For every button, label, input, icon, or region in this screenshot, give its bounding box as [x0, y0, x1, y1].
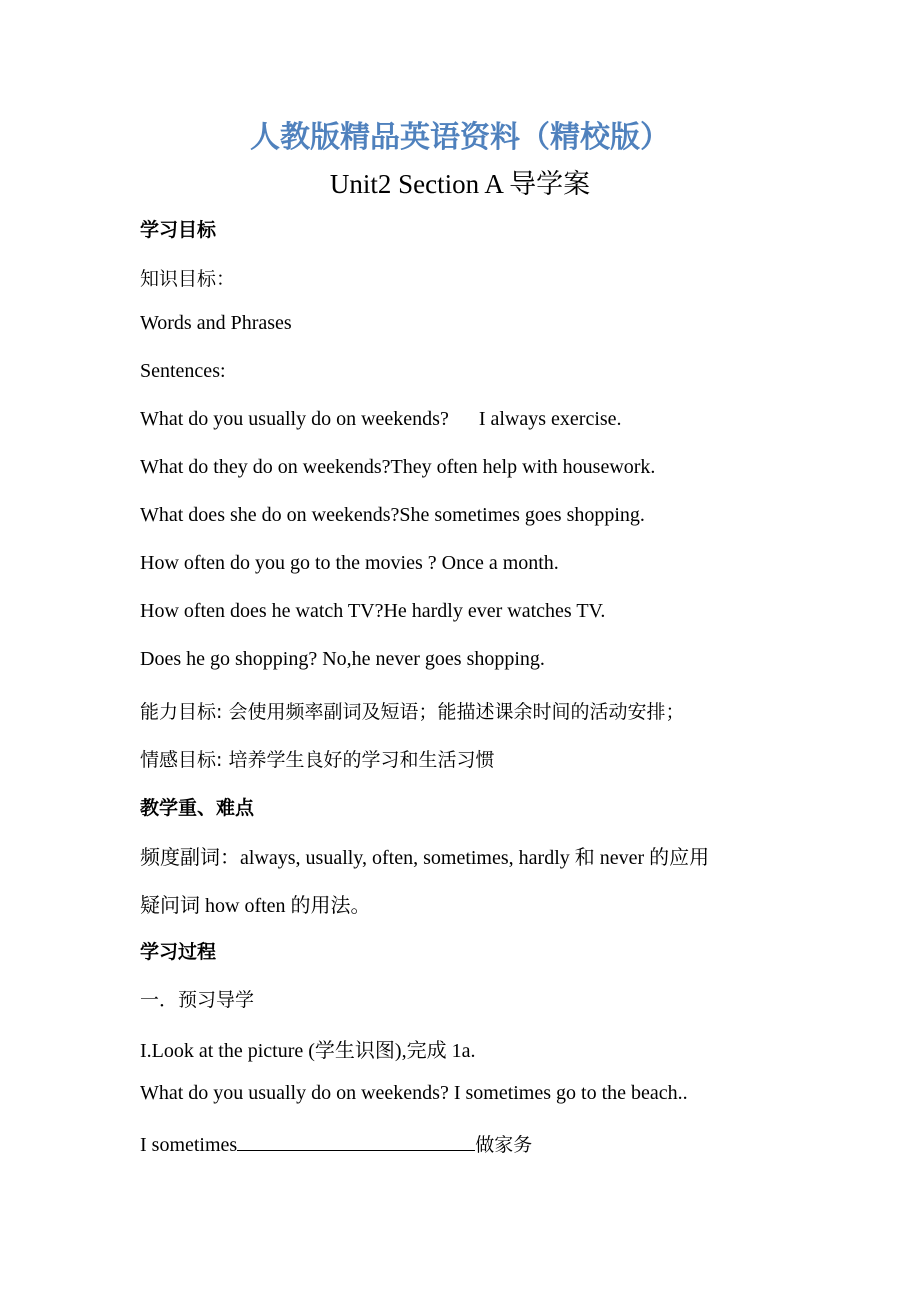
knowledge-goal-label: 知识目标：	[140, 268, 236, 290]
task-1: I.Look at the picture (学生识图),完成 1a.	[140, 1040, 476, 1062]
fill-prefix: I sometimes	[140, 1134, 238, 1156]
sentences-label: Sentences:	[140, 360, 226, 382]
words-phrases-label: Words and Phrases	[140, 312, 292, 334]
sentence-1-answer: I always exercise.	[478, 408, 622, 430]
example-sentence: What do you usually do on weekends? I sometimes go to the beach..	[140, 1082, 688, 1104]
sentence-1	[140, 408, 622, 431]
sentence-3: What does she do on weekends?She sometimes goes shopping.	[140, 504, 645, 526]
heading-key-points: 教学重、难点	[140, 797, 255, 819]
sentence-1-question: What do you usually do on weekends?	[140, 408, 449, 430]
sentence-6: Does he go shopping? No,he never goes shopping.	[140, 648, 545, 670]
fill-in-line	[140, 1130, 532, 1157]
key-point-how-often: 疑问词 how often 的用法。	[140, 895, 371, 917]
banner-title: 人教版精品英语资料（精校版）	[250, 120, 670, 155]
answer-blank[interactable]	[237, 1132, 475, 1151]
ability-goal: 能力目标: 会使用频率副词及短语；能描述课余时间的活动安排；	[140, 701, 685, 723]
heading-learning-goals: 学习目标	[140, 219, 217, 241]
emotion-goal: 情感目标: 培养学生良好的学习和生活习惯	[140, 749, 495, 771]
sentence-2: What do they do on weekends?They often help with housework.	[140, 456, 656, 478]
sentence-5: How often does he watch TV?He hardly ever watches TV.	[140, 600, 606, 622]
preview-heading: 一．预习导学	[140, 989, 255, 1011]
document-title: Unit2 Section A 导学案	[329, 169, 591, 199]
heading-learning-process: 学习过程	[140, 941, 217, 963]
key-point-adverbs: 频度副词：always, usually, often, sometimes, hardly 和 never 的应用	[140, 847, 710, 869]
sentence-4: How often do you go to the movies ? Once a month.	[140, 552, 559, 574]
fill-suffix: 做家务	[475, 1134, 533, 1156]
